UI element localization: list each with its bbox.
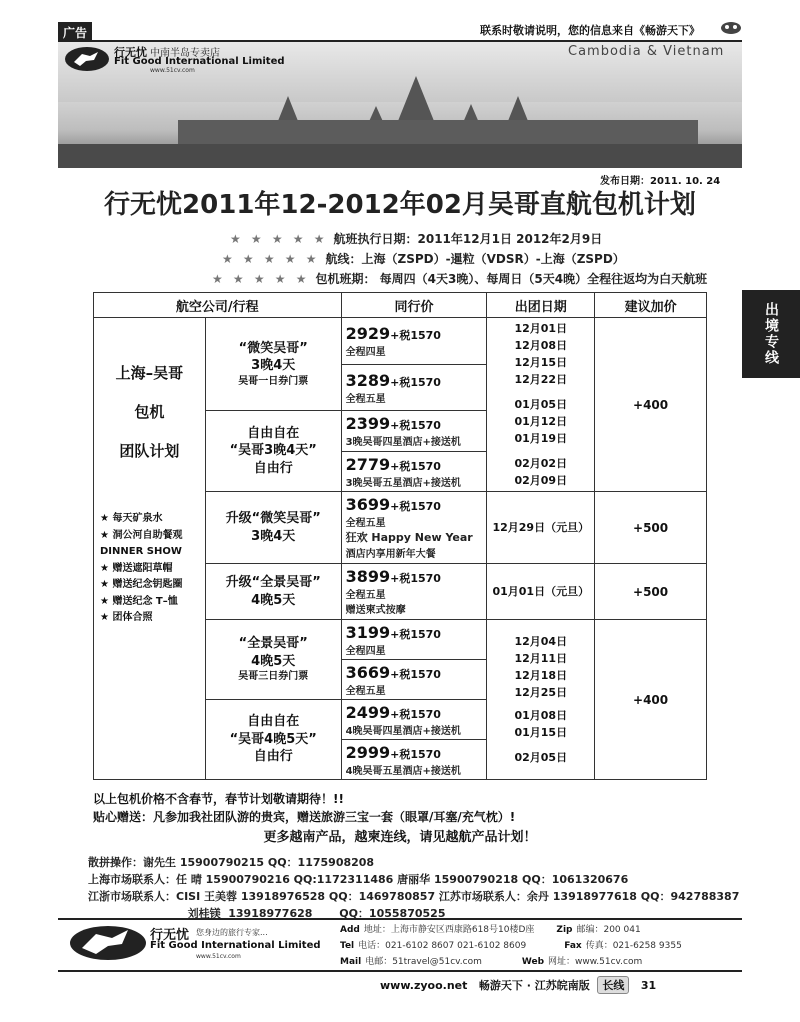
- info-schedule: [212, 270, 707, 287]
- product-name: 自由自在: [247, 714, 300, 730]
- date-item: 01月15日: [514, 726, 568, 740]
- phone: 电话：021-6102 8607 021-6102 8609: [358, 941, 527, 951]
- banner-caption: Cambodia & Vietnam: [568, 44, 725, 59]
- horse-logo-icon: [68, 924, 148, 962]
- price-tax: +税1570: [390, 667, 441, 681]
- source-notice: 联系时敬请说明，您的信息来自《畅游天下》: [480, 24, 700, 37]
- price-detail: 全程四星: [345, 645, 386, 657]
- list-item: ★ 赠送纪念 T–恤: [100, 595, 178, 607]
- price-value: 2999: [345, 742, 391, 762]
- logo-brand-en: Fit Good International Limited: [114, 56, 285, 67]
- magazine-mask-icon: [720, 20, 742, 36]
- footer-logo-url: www.51cv.com: [196, 953, 241, 960]
- section-badge: 长线: [597, 976, 629, 994]
- price-value: 3199: [345, 622, 391, 642]
- price-detail: 全程五星: [345, 393, 386, 405]
- price-tax: +税1570: [390, 500, 441, 513]
- product-cell: [205, 411, 341, 492]
- header-airline: 航空公司/行程: [94, 293, 342, 318]
- list-item: ★ 团体合照: [100, 612, 153, 623]
- product-note: 吴哥一日券门票: [238, 375, 309, 387]
- list-item: ★ 赠送纪念钥匙圈: [100, 579, 183, 590]
- price-tax: +税1570: [390, 419, 441, 432]
- date-item: 12月01日: [514, 321, 568, 335]
- banner-ground: [58, 144, 742, 168]
- price-tax: +税1570: [390, 747, 441, 761]
- date-item: 12月08日: [514, 338, 568, 352]
- price-tax: +税1570: [390, 572, 441, 585]
- header-price: 同行价: [341, 293, 487, 318]
- logo-url: www.51cv.com: [150, 67, 195, 74]
- markup-cell: +500: [595, 564, 707, 620]
- price-value: 3289: [345, 370, 391, 390]
- price-cell: [341, 564, 487, 620]
- route-label: [94, 354, 205, 471]
- header-markup: 建议加价: [595, 293, 707, 318]
- info-flight-dates: [230, 230, 602, 247]
- list-item: ★ 赠送遮阳草帽: [100, 562, 173, 574]
- contact-line: 刘桂镁 13918977628 QQ：1055870525: [88, 907, 446, 921]
- date-item: 01月05日: [514, 397, 568, 411]
- address: 地址：上海市静安区西康路618号10楼D座: [363, 925, 535, 935]
- label: Zip: [556, 925, 573, 935]
- footer-brand-en: Fit Good International Limited: [150, 940, 321, 951]
- route-line: 上海–吴哥: [115, 364, 184, 382]
- ad-tag: 广告: [58, 22, 92, 42]
- date-item: 12月15日: [514, 355, 568, 369]
- notes-block: [93, 790, 515, 826]
- product-name: 自由行: [253, 460, 293, 476]
- product-cell: [205, 700, 341, 780]
- price-value: 3669: [345, 662, 391, 682]
- product-name: “吴哥3晚4天”: [229, 443, 317, 459]
- label: Web: [521, 957, 545, 967]
- price-tax: +税1570: [390, 627, 441, 641]
- horse-logo-icon: [64, 46, 110, 72]
- product-cell: [205, 492, 341, 564]
- price-value: 3899: [345, 567, 391, 586]
- info-route: [222, 250, 625, 267]
- footer-slogan: 您身边的旅行专家...: [196, 928, 268, 937]
- price-detail: 狂欢 Happy New Year: [345, 531, 473, 544]
- date-item: 01月08日: [514, 709, 568, 723]
- product-name: 升级“微笑吴哥”: [225, 510, 321, 526]
- date-item: 12月22日: [514, 372, 568, 386]
- price-tax: +税1570: [390, 375, 441, 389]
- price-cell: [341, 318, 487, 365]
- product-days: 4晚5天: [251, 653, 296, 669]
- label: Add: [340, 925, 360, 935]
- contact-line: 散拼操作：谢先生 15900790215 QQ：1175908208: [88, 856, 375, 869]
- note-line: 以上包机价格不含春节，春节计划敬请期待！!!: [93, 792, 344, 806]
- page-title: 行无忧2011年12-2012年02月吴哥直航包机计划: [104, 190, 696, 220]
- product-name: “微笑吴哥”: [238, 340, 308, 356]
- product-name: 升级“全景吴哥”: [225, 574, 321, 590]
- footer-phone-row: [340, 938, 682, 951]
- date-item: 02月05日: [514, 751, 568, 765]
- perks-list: [94, 511, 205, 627]
- note-line: 贴心赠送：凡参加我社团队游的贵宾，赠送旅游三宝一套（眼罩/耳塞/充气枕）!: [93, 810, 516, 824]
- price-detail: 4晚吴哥五星酒店+接送机: [345, 765, 461, 777]
- header-date: 出团日期: [487, 293, 595, 318]
- zip: 邮编：200 041: [576, 925, 641, 935]
- contacts-block: [88, 854, 739, 922]
- price-cell: [341, 411, 487, 452]
- markup-cell: +400: [595, 318, 707, 492]
- product-days: 3晚4天: [251, 528, 296, 544]
- price-cell: [341, 492, 487, 564]
- product-cell: [205, 564, 341, 620]
- page-footer: [380, 976, 656, 994]
- table-row: [94, 318, 707, 365]
- price-value: 2399: [345, 414, 391, 433]
- price-detail: 全程五星: [345, 518, 386, 529]
- price-detail: 4晚吴哥四星酒店+接送机: [345, 725, 461, 737]
- price-tax: +税1570: [390, 707, 441, 721]
- contact-line: 上海市场联系人：任 晴 15900790216 QQ:1172311486 唐丽华 15900790218 QQ：1061320676: [88, 873, 629, 887]
- label: Tel: [340, 941, 355, 951]
- date-item: 12月25日: [514, 685, 568, 699]
- list-item: ★ 每天矿泉水: [100, 513, 163, 524]
- price-cell: [341, 700, 487, 740]
- product-days: 3晚4天: [251, 358, 296, 374]
- product-name: “全景吴哥”: [238, 636, 308, 652]
- fax: 传真：021-6258 9355: [585, 941, 682, 951]
- table-header-row: [94, 293, 707, 318]
- price-detail: 全程五星: [345, 590, 386, 601]
- temple-wall: [178, 120, 698, 146]
- date-item: 12月11日: [514, 651, 568, 665]
- price-detail: 3晚吴哥四星酒店+接送机: [345, 437, 461, 448]
- magazine-name: 畅游天下 · 江苏皖南版: [478, 979, 590, 992]
- price-detail: 酒店内享用新年大餐: [345, 549, 436, 560]
- footer-brand-cn: 行无忧: [150, 928, 190, 943]
- price-tax: +税1570: [390, 459, 441, 473]
- star-rating: ★ ★ ★ ★ ★: [222, 252, 320, 266]
- product-note: 吴哥三日券门票: [238, 671, 309, 683]
- footer-address-row: [340, 922, 641, 935]
- product-cell: [205, 620, 341, 700]
- product-days: 4晚5天: [251, 592, 296, 608]
- star-rating: ★ ★ ★ ★ ★: [212, 272, 310, 286]
- date-item: 12月04日: [514, 634, 568, 648]
- star-rating: ★ ★ ★ ★ ★: [230, 232, 328, 246]
- logo-brand-cn: 行无忧: [114, 46, 147, 59]
- product-cell: [205, 318, 341, 411]
- price-tax: +税1570: [390, 329, 441, 342]
- date-cell: [487, 318, 595, 492]
- label: Mail: [340, 957, 362, 967]
- product-name: 自由自在: [247, 425, 300, 441]
- footer-web-row: [340, 954, 642, 967]
- info-text: 航班执行日期：2011年12月1日 2012年2月9日: [333, 232, 603, 246]
- route-line: 团队计划: [119, 442, 180, 460]
- price-detail: 全程四星: [345, 347, 386, 358]
- price-detail: 3晚吴哥五星酒店+接送机: [345, 477, 461, 489]
- label: Fax: [564, 941, 582, 951]
- section-sidebar-tab: 出境专线: [742, 290, 800, 378]
- price-value: 2779: [345, 454, 391, 474]
- price-cell: [341, 740, 487, 780]
- more-products-line: 更多越南产品，越柬连线，请见越航产品计划！: [263, 830, 537, 845]
- price-cell: [341, 365, 487, 411]
- route-line: 包机: [134, 403, 165, 421]
- date-item: 01月12日: [514, 415, 568, 429]
- date-item: 02月02日: [514, 457, 568, 471]
- date-item: 12月18日: [514, 668, 568, 682]
- markup-cell: +400: [595, 620, 707, 780]
- email-link[interactable]: 电邮：51travel@51cv.com: [365, 957, 482, 967]
- product-name: “吴哥4晚5天”: [229, 731, 317, 747]
- price-value: 3699: [345, 495, 391, 514]
- logo-subtitle: 中南半岛专卖店: [150, 48, 220, 59]
- info-text: 航线：上海（ZSPD）-暹粒（VDSR）-上海（ZSPD）: [325, 252, 625, 266]
- price-cell: [341, 452, 487, 492]
- price-cell: [341, 620, 487, 660]
- date-cell: [487, 620, 595, 780]
- product-name: 自由行: [253, 749, 293, 765]
- web-link[interactable]: 网址：www.51cv.com: [548, 957, 643, 967]
- contact-line: 江浙市场联系人：CISI 王美蓉 13918976528 QQ：1469780857 江苏市场联系人：余丹 13918977618 QQ：942788387: [88, 890, 740, 904]
- publish-date: 发布日期：2011. 10. 24: [600, 176, 721, 187]
- date-item: 02月09日: [514, 474, 568, 488]
- list-item: ★ 洞公河自助餐观DINNER SHOW: [100, 529, 183, 557]
- price-cell: [341, 660, 487, 700]
- price-value: 2499: [345, 702, 391, 722]
- route-column: [94, 318, 206, 780]
- date-item: 01月19日: [514, 432, 568, 446]
- date-cell: 01月01日（元旦）: [487, 564, 595, 620]
- price-detail: 全程五星: [345, 685, 386, 697]
- info-text: 包机班期： 每周四（4天3晚）、每周日（5天4晚）全程往返均为白天航班: [315, 272, 708, 286]
- page-number: 31: [640, 979, 657, 992]
- footer-url[interactable]: www.zyoo.net: [380, 979, 468, 992]
- price-value: 2929: [345, 324, 391, 343]
- date-cell: 12月29日（元旦）: [487, 492, 595, 564]
- markup-cell: +500: [595, 492, 707, 564]
- price-detail: 赠送柬式按摩: [345, 605, 406, 616]
- price-table: [93, 292, 707, 780]
